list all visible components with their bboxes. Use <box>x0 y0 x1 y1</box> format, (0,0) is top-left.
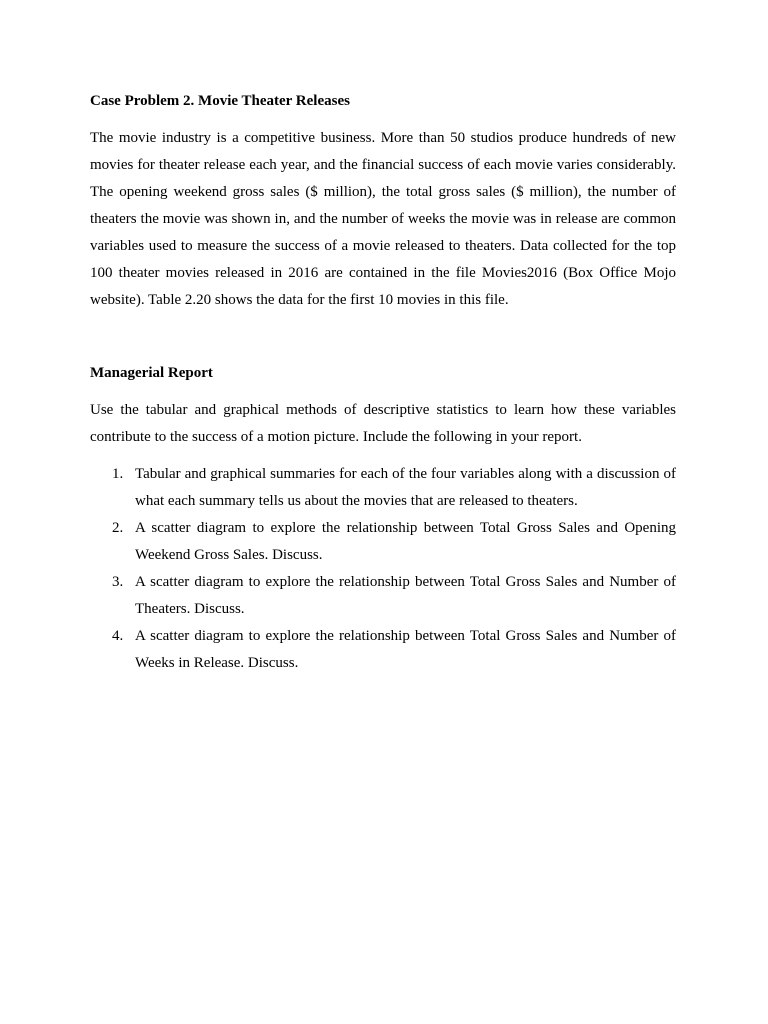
managerial-report-paragraph: Use the tabular and graphical methods of descriptive statistics to learn how these variables contribute to the success of a motion picture. Include the following in your report. <box>90 402 676 445</box>
spacer <box>90 314 676 360</box>
case-problem-heading: Case Problem 2. Movie Theater Releases <box>90 93 350 109</box>
list-item-number: 4. <box>112 628 124 644</box>
list-item-text: A scatter diagram to explore the relationship between Total Gross Sales and Number of Weeks in Release. Discuss. <box>135 628 676 671</box>
list-item <box>90 569 676 623</box>
report-requirements-list <box>90 461 676 677</box>
list-item-text: A scatter diagram to explore the relationship between Total Gross Sales and Number of Theaters. Discuss. <box>135 574 676 617</box>
document-page <box>90 88 676 677</box>
list-item-number: 3. <box>112 574 124 590</box>
list-item <box>90 623 676 677</box>
managerial-report-heading: Managerial Report <box>90 365 213 381</box>
list-item <box>90 461 676 515</box>
list-item-number: 1. <box>112 466 124 482</box>
case-problem-paragraph: The movie industry is a competitive business. More than 50 studios produce hundreds of new movies for theater release each year, and the financial success of each movie varies considerably. The opening weekend gross sales ($ million), the total gross sales ($ million), the number of theaters the movie was shown in, and the number of weeks the movie was in release are common variables used to measure the success of a movie released to theaters. Data collected for the top 100 theater movies released in 2016 are contained in the file Movies2016 (Box Office Mojo website). Table 2.20 shows the data for the first 10 movies in this file. <box>90 130 676 308</box>
list-item-text: Tabular and graphical summaries for each of the four variables along with a discussion of what each summary tells us about the movies that are released to theaters. <box>135 466 676 509</box>
list-item-text: A scatter diagram to explore the relationship between Total Gross Sales and Opening Weekend Gross Sales. Discuss. <box>135 520 676 563</box>
spacer <box>90 115 676 125</box>
spacer <box>90 451 676 461</box>
list-item <box>90 515 676 569</box>
spacer <box>90 387 676 397</box>
list-item-number: 2. <box>112 520 124 536</box>
